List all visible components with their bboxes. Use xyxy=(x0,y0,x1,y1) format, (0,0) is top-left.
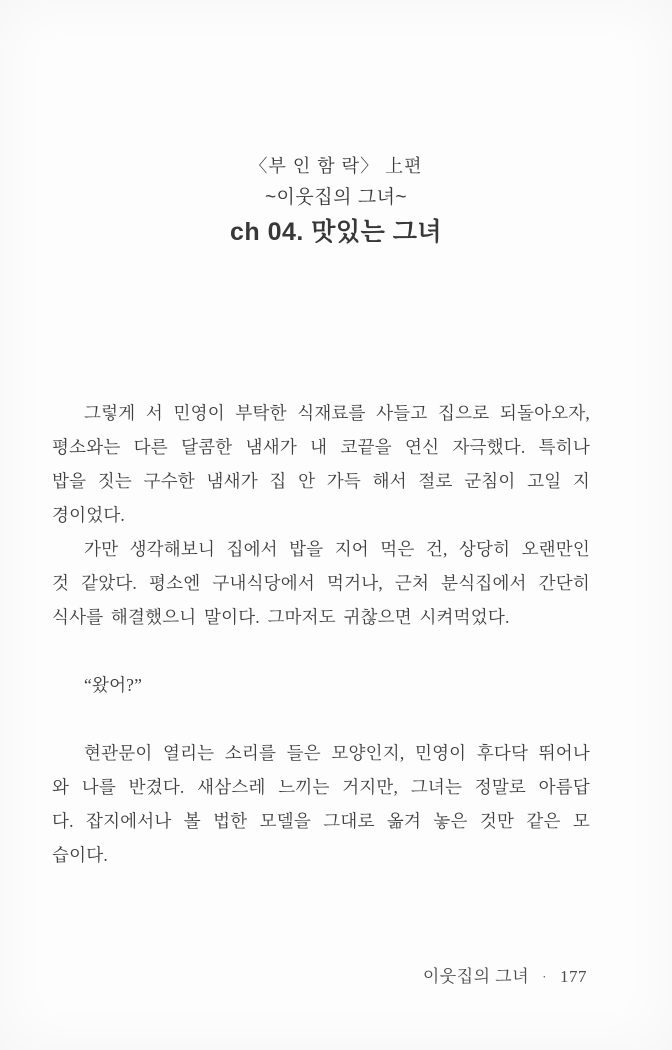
series-subtitle: ~이웃집의 그녀~ xyxy=(264,187,408,208)
text-line: 현관문이 열리는 소리를 들은 모양인지, 민영이 후다닥 뛰어나 xyxy=(84,743,590,763)
footer-book-title: 이웃집의 그녀 xyxy=(422,967,530,986)
footer-page-number: 177 xyxy=(560,967,587,986)
body-paragraphs xyxy=(52,396,590,872)
text-line: “왔어?” xyxy=(84,675,143,695)
paragraph xyxy=(52,736,590,872)
text-line: 밥을 짓는 구수한 냄새가 집 안 가득 해서 절로 군침이 고일 지 xyxy=(52,471,590,491)
chapter-title: ch 04. 맛있는 그녀 xyxy=(229,218,443,246)
footer-separator-dot: · xyxy=(542,969,547,984)
text-line: 와 나를 반겼다. 새삼스레 느끼는 거지만, 그녀는 정말로 아름답 xyxy=(52,777,590,797)
series-title: 〈부 인 함 락〉 上편 xyxy=(249,156,423,176)
paragraph xyxy=(52,396,590,532)
text-line: 가만 생각해보니 집에서 밥을 지어 먹은 건, 상당히 오랜만인 xyxy=(84,539,590,559)
text-line: 습이다. xyxy=(52,845,108,865)
text-line: 평소와는 다른 달콤한 냄새가 내 코끝을 연신 자극했다. 특히나 xyxy=(52,437,590,457)
text-line: 경이었다. xyxy=(52,505,125,525)
text-line: 다. 잡지에서나 볼 법한 모델을 그대로 옮겨 놓은 것만 같은 모 xyxy=(52,811,590,831)
paragraph xyxy=(52,532,590,634)
paragraph xyxy=(52,668,590,702)
text-line: 것 같았다. 평소엔 구내식당에서 먹거나, 근처 분식집에서 간단히 xyxy=(52,573,590,593)
text-line: 그렇게 서 민영이 부탁한 식재료를 사들고 집으로 되돌아오자, xyxy=(84,403,590,423)
page-footer xyxy=(423,964,587,990)
chapter-header xyxy=(0,150,672,250)
text-line: 식사를 해결했으니 말이다. 그마저도 귀찮으면 시켜먹었다. xyxy=(52,607,510,627)
